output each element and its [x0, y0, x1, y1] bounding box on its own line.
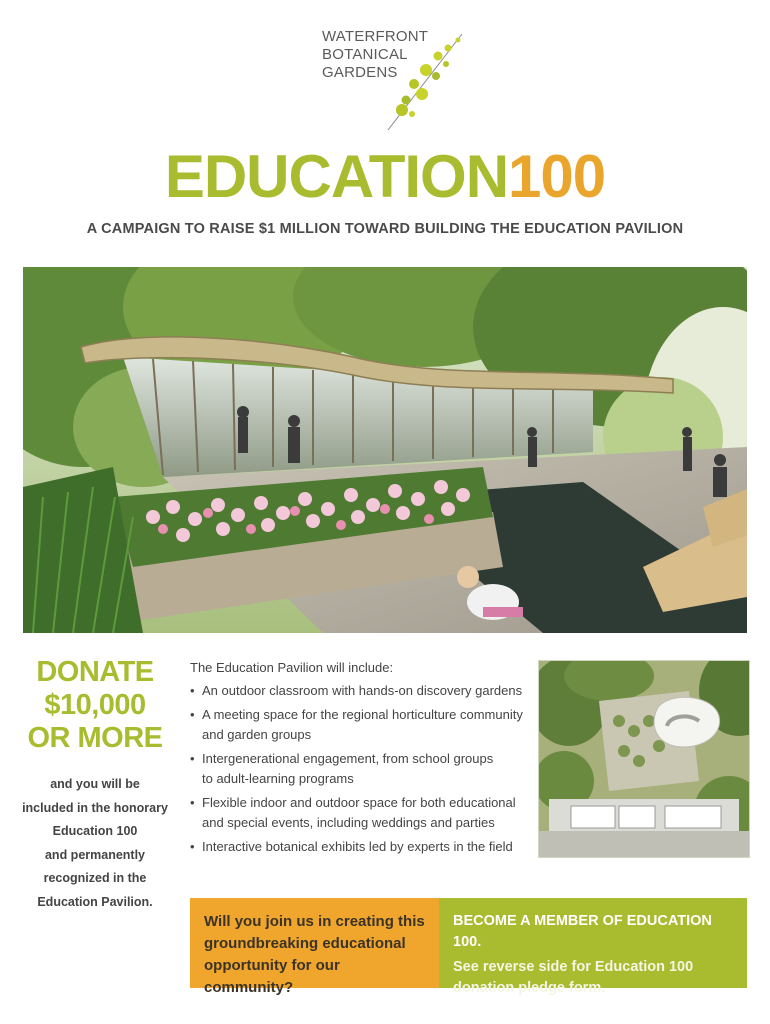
feature-line: Intergenerational engagement, from school groups — [202, 751, 494, 766]
title-number: 100 — [508, 143, 606, 210]
bullet-icon: • — [190, 683, 195, 698]
bullet-icon: • — [190, 839, 195, 854]
site-plan-image — [538, 660, 750, 858]
donate-callout — [20, 656, 170, 914]
pavilion-illustration — [23, 267, 747, 633]
donate-text-line: and you will be — [50, 777, 140, 791]
donate-description — [20, 773, 170, 914]
feature-line: A meeting space for the regional horticulture community — [202, 707, 523, 722]
feature-line: and special events, including weddings and parties — [202, 815, 495, 830]
logo-line-2: BOTANICAL — [322, 46, 408, 63]
logo — [318, 28, 468, 132]
bullet-icon: • — [190, 751, 195, 766]
cta-member-heading: BECOME A MEMBER OF EDUCATION 100. — [453, 913, 712, 950]
logo-wordmark — [322, 28, 428, 82]
feature-line: Interactive botanical exhibits led by experts in the field — [202, 839, 513, 854]
cta-left-line: opportunity for our community? — [204, 957, 340, 996]
donate-text-line: recognized in the — [43, 871, 147, 885]
list-item — [190, 681, 530, 701]
cta-join-box — [190, 898, 439, 996]
site-plan-illustration — [539, 661, 749, 857]
pavilion-rendering-image — [23, 267, 747, 633]
features-list — [190, 681, 530, 857]
feature-line: to adult-learning programs — [202, 771, 354, 786]
campaign-subtitle: A CAMPAIGN TO RAISE $1 MILLION TOWARD BUILDING THE EDUCATION PAVILION — [86, 221, 684, 237]
cta-right-line: donation pledge form. — [453, 980, 606, 996]
donate-text-line: and permanently — [44, 847, 146, 862]
feature-line: An outdoor classroom with hands-on discovery gardens — [202, 683, 523, 698]
donate-line-1: DONATE — [36, 656, 154, 688]
donate-line-3: OR MORE — [27, 722, 163, 754]
cta-left-line: groundbreaking educational — [204, 935, 406, 952]
donate-line-2: $10,000 — [44, 689, 146, 721]
list-item — [190, 705, 530, 745]
logo-line-1: WATERFRONT — [322, 28, 429, 45]
donate-text-line: Education Pavilion. — [37, 894, 153, 909]
bullet-icon: • — [190, 707, 195, 722]
bullet-icon: • — [190, 795, 195, 810]
feature-line: and garden groups — [202, 727, 312, 742]
list-item — [190, 793, 530, 833]
features-intro: The Education Pavilion will include: — [190, 660, 394, 675]
donate-text-line: Education 100 — [52, 824, 138, 838]
logo-line-3: GARDENS — [322, 64, 398, 81]
donate-amount — [20, 656, 170, 755]
donate-text-line: included in the honorary — [22, 800, 168, 815]
cta-right-line: See reverse side for Education 100 — [453, 959, 694, 975]
page-title — [0, 142, 770, 212]
list-item — [190, 749, 530, 789]
list-item — [190, 837, 530, 857]
feature-line: Flexible indoor and outdoor space for both educational — [202, 795, 516, 810]
cta-member-box — [439, 898, 747, 996]
cta-left-line: Will you join us in creating this — [204, 913, 425, 930]
pavilion-features — [190, 659, 530, 861]
title-word: EDUCATION — [164, 143, 509, 210]
